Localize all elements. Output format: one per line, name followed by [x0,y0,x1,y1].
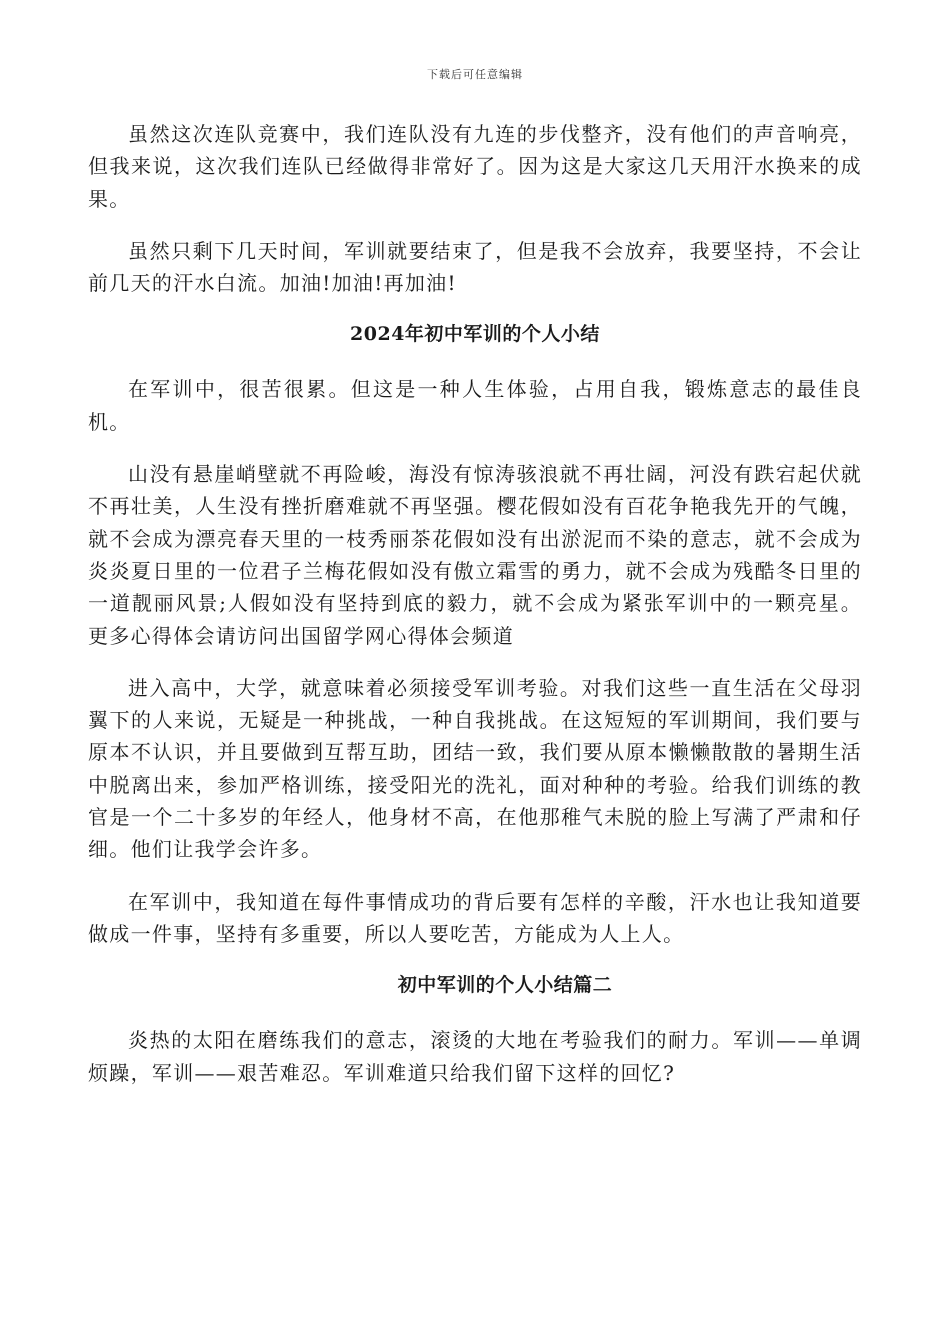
paragraph-5: 进入高中，大学，就意味着必须接受军训考验。对我们这些一直生活在父母羽翼下的人来说，无疑是一种挑战，一种自我挑战。在这短短的军训期间，我们要与原本不认识，并且要做到互帮互助，团结一致，我们要从原本懒懒散散的暑期生活中脱离出来，参加严格训练，接受阳光的洗礼，面对种种的考验。给我们训练的教官是一个二十多岁的年经人，他身材不高，在他那稚气未脱的脸上写满了严肃和仔细。他们让我学会许多。 [88,675,862,862]
section-heading-2: 初中军训的个人小结篇二 [397,974,613,997]
page-header-note: 下载后可任意编辑 [427,68,523,81]
document-body [88,118,862,1109]
paragraph-3: 在军训中，很苦很累。但这是一种人生体验，占用自我，锻炼意志的最佳良机。 [88,377,862,434]
paragraph-2: 虽然只剩下几天时间，军训就要结束了，但是我不会放弃，我要坚持，不会让前几天的汗水白流。加油!加油!再加油! [88,238,862,296]
paragraph-1: 虽然这次连队竞赛中，我们连队没有九连的步伐整齐，没有他们的声音响亮，但我来说，这次我们连队已经做得非常好了。因为这是大家这几天用汗水换来的成果。 [88,122,862,211]
paragraph-7: 炎热的太阳在磨练我们的意志，滚烫的大地在考验我们的耐力。军训——单调烦躁，军训——艰苦难忍。军训难道只给我们留下这样的回忆? [88,1028,862,1085]
paragraph-4: 山没有悬崖峭壁就不再险峻，海没有惊涛骇浪就不再壮阔，河没有跌宕起伏就不再壮美，人生没有挫折磨难就不再坚强。樱花假如没有百花争艳我先开的气魄，就不会成为漂亮春天里的一枝秀丽茶花假如没有出淤泥而不染的意志，就不会成为炎炎夏日里的一位君子兰梅花假如没有傲立霜雪的勇力，就不会成为残酷冬日里的一道靓丽风景;人假如没有坚持到底的毅力，就不会成为紧张军训中的一颗亮星。更多心得体会请访问出国留学网心得体会频道 [88,462,862,648]
section-heading-1: 2024年初中军训的个人小结 [350,323,600,346]
paragraph-6: 在军训中，我知道在每件事情成功的背后要有怎样的辛酸，汗水也让我知道要做成一件事，坚持有多重要，所以人要吃苦，方能成为人上人。 [88,889,862,946]
